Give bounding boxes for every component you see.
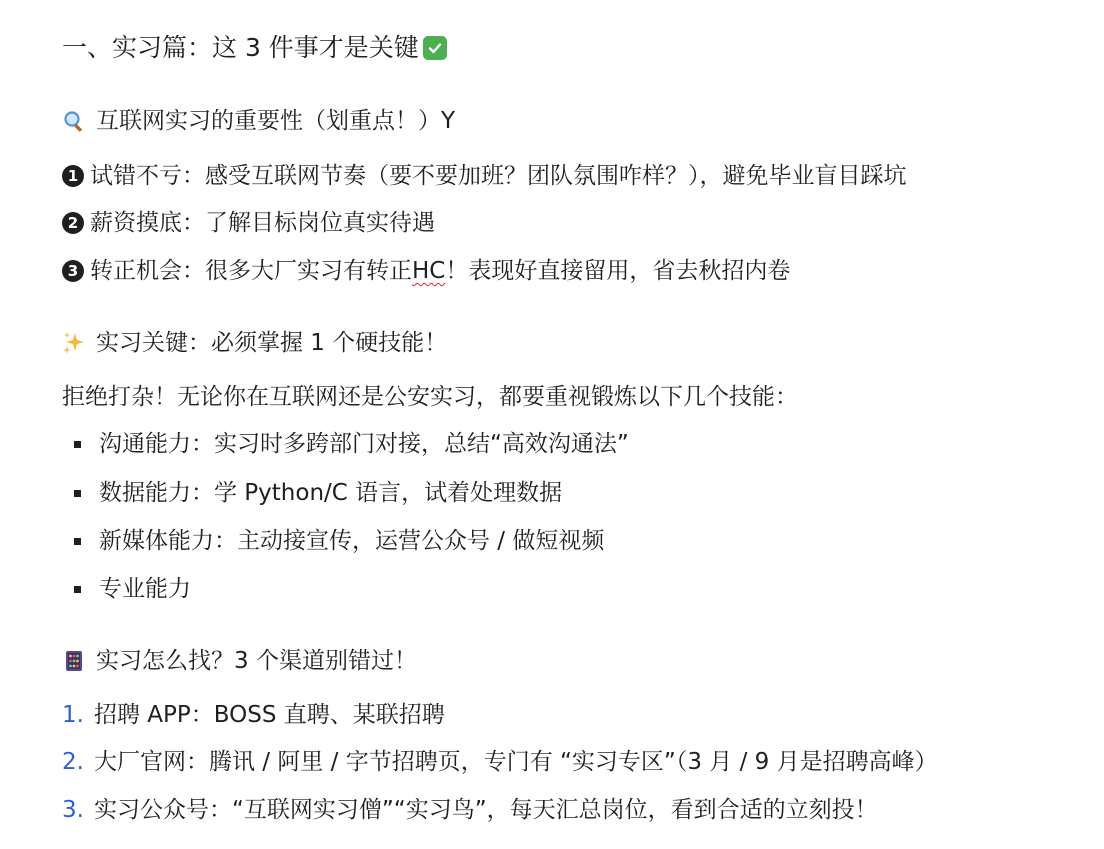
list-item xyxy=(62,573,191,605)
list-item-text: 专业能力 xyxy=(99,576,191,602)
list-item-text: 沟通能力：实习时多跨部门对接，总结“高效沟通法” xyxy=(99,431,629,457)
section-skills-title xyxy=(62,327,447,359)
section-importance-title xyxy=(62,105,455,137)
list-item-text-before: 转正机会：很多大厂实习有转正 xyxy=(90,258,412,284)
list-item xyxy=(62,525,604,557)
ordered-list-item xyxy=(62,699,445,731)
circled-number-icon: 3 xyxy=(62,260,84,282)
section-channels-title xyxy=(62,645,417,677)
page-title xyxy=(62,32,447,64)
bullet-square-icon xyxy=(74,586,81,593)
list-item xyxy=(62,428,629,460)
section-channels-title-text: 实习怎么找？3 个渠道别错过！ xyxy=(96,648,417,674)
list-item-text: 薪资摸底：了解目标岗位真实待遇 xyxy=(90,210,435,236)
circled-number-icon: 2 xyxy=(62,212,84,234)
list-item xyxy=(62,477,562,509)
ordered-list-item xyxy=(62,746,938,778)
section-skills-title-text: 实习关键：必须掌握 1 个硬技能！ xyxy=(96,330,448,356)
list-item-text: 招聘 APP：BOSS 直聘、某联招聘 xyxy=(93,702,445,728)
circled-number-icon: 1 xyxy=(62,165,84,187)
list-item-text: 实习公众号：“互联网实习僧”“实习鸟”，每天汇总岗位，看到合适的立刻投！ xyxy=(93,797,878,823)
section-skills-intro-text: 拒绝打杂！无论你在互联网还是公安实习，都要重视锻炼以下几个技能： xyxy=(62,384,798,410)
list-number: 3. xyxy=(62,797,84,823)
page-title-text: 一、实习篇：这 3 件事才是关键 xyxy=(62,33,419,62)
list-number: 1. xyxy=(62,702,84,728)
spellcheck-underlined-word[interactable]: HC xyxy=(412,258,446,284)
section-importance-title-text: 互联网实习的重要性（划重点！）Y xyxy=(96,108,456,134)
list-item-text: 试错不亏：感受互联网节奏（要不要加班？团队氛围咋样？），避免毕业盲目踩坑 xyxy=(90,163,907,189)
check-mark-button-icon xyxy=(423,36,447,60)
list-item-text: 数据能力：学 Python/C 语言，试着处理数据 xyxy=(99,480,563,506)
list-item xyxy=(62,255,790,287)
abacus-icon xyxy=(62,649,86,673)
sparkles-icon xyxy=(62,331,86,355)
list-item-text-after: ！表现好直接留用，省去秋招内卷 xyxy=(445,258,791,284)
list-number: 2. xyxy=(62,749,84,775)
list-item xyxy=(62,207,435,239)
list-item-text: 新媒体能力：主动接宣传，运营公众号 / 做短视频 xyxy=(99,528,605,554)
bullet-square-icon xyxy=(74,538,81,545)
list-item xyxy=(62,160,907,192)
section-skills-intro xyxy=(62,381,798,413)
list-item-text: 大厂官网：腾讯 / 阿里 / 字节招聘页，专门有 “实习专区”（3 月 / 9 月是招聘高峰） xyxy=(93,749,938,775)
ordered-list-item xyxy=(62,794,878,826)
magnifier-icon xyxy=(62,109,86,133)
bullet-square-icon xyxy=(74,441,81,448)
bullet-square-icon xyxy=(74,490,81,497)
